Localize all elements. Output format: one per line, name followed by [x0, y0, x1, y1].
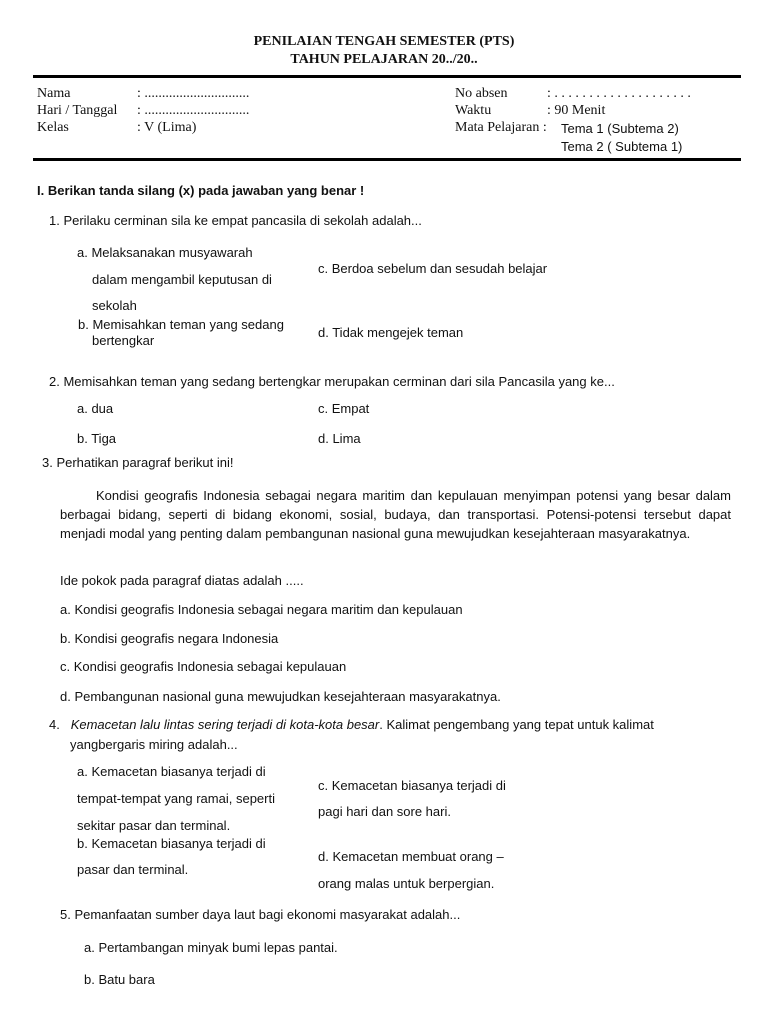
- option-c[interactable]: c. Kondisi geografis Indonesia sebagai kepulauan: [60, 659, 347, 674]
- option-c[interactable]: c. Empat: [318, 401, 370, 416]
- reading-paragraph: Kondisi geografis Indonesia sebagai negara maritim dan kepulauan menyimpan potensi yang besar dalam berbagai bidang, seperti di bidang ekonomi, sosial, budaya, dan transportasi. Potensi-potensi tersebut dapat menjadi modal yang penting dalam pembangunan nasional guna mewujudkan kesejahteraan masyarakatnya.: [60, 488, 731, 541]
- option-b[interactable]: b. Tiga: [77, 431, 117, 446]
- question-text: 5. Pemanfaatan sumber daya laut bagi ekonomi masyarakat adalah...: [60, 907, 461, 922]
- option-a-line-3: sekitar pasar dan terminal.: [77, 818, 231, 833]
- option-b-line-2: bertengkar: [92, 333, 155, 348]
- hari-label: Hari / Tanggal: [37, 103, 118, 118]
- kelas-label: Kelas: [37, 120, 69, 135]
- waktu-value: : 90 Menit: [547, 103, 606, 118]
- absen-field[interactable]: : . . . . . . . . . . . . . . . . . . . .: [547, 86, 691, 101]
- option-a[interactable]: a. Pertambangan minyak bumi lepas pantai.: [84, 940, 338, 955]
- question-text-rest: . Kalimat pengembang yang tepat untuk kalimat: [379, 717, 654, 732]
- mapel-value-2: Tema 2 ( Subtema 1): [561, 139, 683, 154]
- header-top-rule: [33, 75, 741, 78]
- option-a[interactable]: a. Kondisi geografis Indonesia sebagai negara maritim dan kepulauan: [60, 602, 463, 617]
- option-a-line-3: sekolah: [92, 298, 137, 313]
- header-bottom-rule: [33, 158, 741, 161]
- nama-field[interactable]: : ..............................: [137, 86, 250, 101]
- italic-sentence: Kemacetan lalu lintas sering terjadi di kota-kota besar: [70, 717, 380, 732]
- question-number: 4.: [49, 717, 60, 732]
- absen-label: No absen: [455, 86, 508, 101]
- option-c[interactable]: c. Kemacetan biasanya terjadi di: [318, 778, 506, 793]
- option-b[interactable]: b. Memisahkan teman yang sedang: [78, 317, 284, 332]
- option-a-line-2: tempat-tempat yang ramai, seperti: [77, 791, 275, 806]
- option-d[interactable]: d. Tidak mengejek teman: [318, 325, 464, 340]
- option-c[interactable]: c. Berdoa sebelum dan sesudah belajar: [318, 261, 548, 276]
- option-a[interactable]: a. Kemacetan biasanya terjadi di: [77, 764, 266, 779]
- section-heading: I. Berikan tanda silang (x) pada jawaban yang benar !: [37, 183, 365, 198]
- waktu-label: Waktu: [455, 103, 492, 118]
- option-a[interactable]: a. Melaksanakan musyawarah: [77, 245, 253, 260]
- exam-title: PENILAIAN TENGAH SEMESTER (PTS): [253, 34, 515, 49]
- question-text: 1. Perilaku cerminan sila ke empat pancasila di sekolah adalah...: [49, 213, 422, 228]
- school-year-title: TAHUN PELAJARAN 20../20..: [290, 52, 478, 67]
- kelas-value: : V (Lima): [137, 120, 197, 135]
- option-d[interactable]: d. Lima: [318, 431, 361, 446]
- question-prompt: Ide pokok pada paragraf diatas adalah .....: [60, 573, 304, 588]
- option-a-line-2: dalam mengambil keputusan di: [92, 272, 272, 287]
- question-text: [49, 717, 654, 732]
- option-d[interactable]: d. Kemacetan membuat orang –: [318, 849, 504, 864]
- option-c-line-2: pagi hari dan sore hari.: [318, 804, 451, 819]
- option-a[interactable]: a. dua: [77, 401, 114, 416]
- option-d[interactable]: d. Pembangunan nasional guna mewujudkan kesejahteraan masyarakatnya.: [60, 689, 501, 704]
- hari-field[interactable]: : ..............................: [137, 103, 250, 118]
- mapel-value-1: Tema 1 (Subtema 2): [561, 121, 679, 136]
- question-text: 2. Memisahkan teman yang sedang bertengkar merupakan cerminan dari sila Pancasila yang ke...: [49, 374, 615, 389]
- option-b[interactable]: b. Batu bara: [84, 972, 155, 987]
- option-b[interactable]: b. Kondisi geografis negara Indonesia: [60, 631, 279, 646]
- question-text-line-2: yangbergaris miring adalah...: [70, 737, 238, 752]
- option-b-line-2: pasar dan terminal.: [77, 862, 189, 877]
- option-b[interactable]: b. Kemacetan biasanya terjadi di: [77, 836, 266, 851]
- mapel-label: Mata Pelajaran :: [455, 120, 547, 135]
- nama-label: Nama: [37, 86, 71, 101]
- question-text: 3. Perhatikan paragraf berikut ini!: [42, 455, 234, 470]
- option-d-line-2: orang malas untuk berpergian.: [318, 876, 495, 891]
